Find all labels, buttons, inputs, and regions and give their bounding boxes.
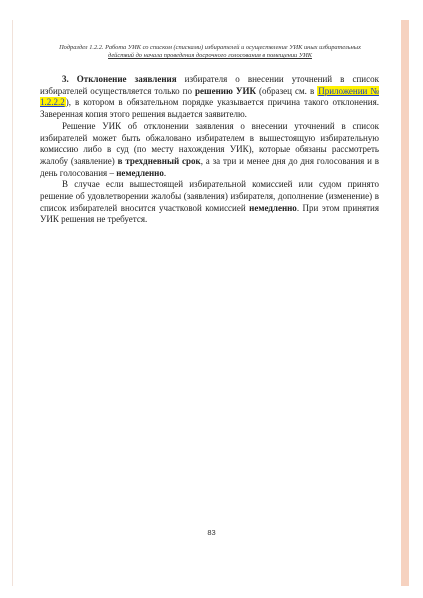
paragraph-rejection [40, 74, 379, 121]
bold-term: в трехдневный срок [117, 155, 201, 166]
text-span: (образец см. в [256, 85, 318, 96]
paragraph-satisfied-appeal [40, 179, 379, 226]
bold-term: немедленно [116, 167, 164, 178]
text-span: . При этом принятия УИК решения не требуется. [40, 202, 379, 225]
text-span: Решение УИК об отклонении заявления о внесении уточнений в список избирателей может быть обжаловано избирателем в вышестоящую избирательную комиссию либо в суд (по месту нахождения УИК), которые обязаны рассмотреть жалобу (заявление) [40, 120, 379, 166]
text-span: избирателя о внесении уточнений в список избирателей осуществляется только по [40, 74, 379, 96]
text-span: . [163, 167, 167, 178]
text-span: , а за три и менее дня до дня голосования и в день голосования – [40, 155, 380, 178]
bold-term: решению УИК [195, 85, 256, 96]
header-line-2: действий до начала проведения досрочного голосования в помещении УИК [108, 52, 312, 60]
page-left-border [12, 20, 13, 586]
paragraph-appeal [40, 121, 379, 180]
header-line-1: Подраздел 1.2.2. Работа УИК со списком (списками) избирателей и осуществление УИК иных избирательных [59, 44, 361, 51]
section-heading: 3. Отклонение заявления [62, 74, 177, 84]
page-number: 83 [207, 528, 216, 537]
appendix-link[interactable]: Приложении № 1.2.2.2 [40, 85, 379, 108]
body-text [40, 74, 379, 226]
page-right-border [401, 20, 409, 586]
running-header [40, 44, 380, 60]
text-span: ), в котором в обязательном порядке указывается причина такого отклонения. Заверенная копия этого решения выдается заявителю. [40, 97, 379, 120]
bold-term: немедленно [249, 202, 297, 213]
text-span: В случае если вышестоящей избирательной комиссией или судом принято решение об удовлетворении жалобы (заявления) избирателя, дополнение (изменение) в список избирателей вносится участковой комиссией [40, 179, 379, 213]
